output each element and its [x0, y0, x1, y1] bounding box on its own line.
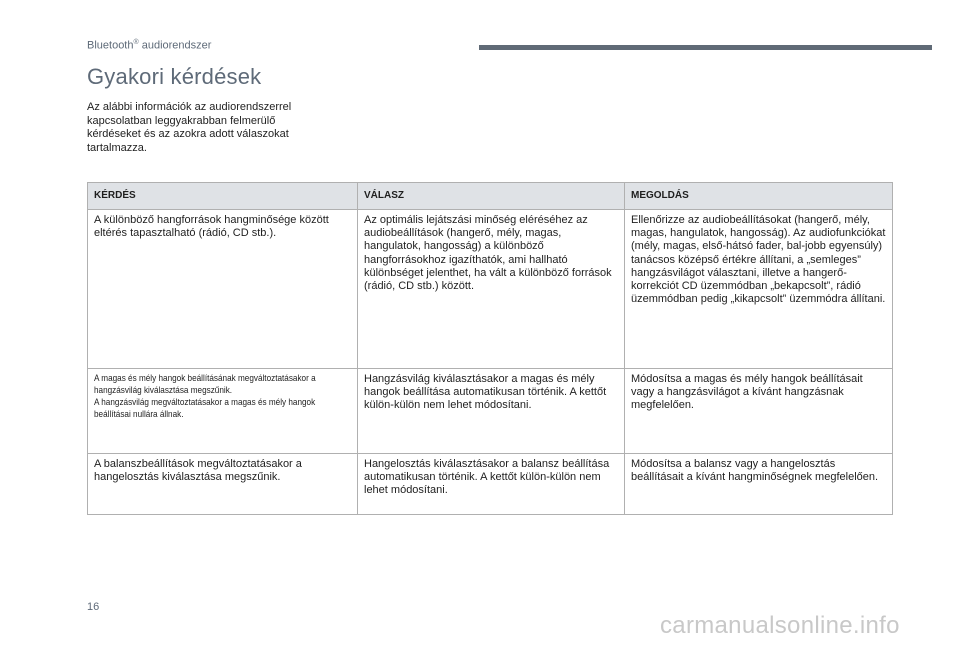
section-header-text: Bluetooth	[87, 39, 134, 52]
answer-cell: Hangelosztás kiválasztásakor a balansz beállítása automatikusan történik. A kettőt külön-külön nem lehet módosítani.	[358, 454, 625, 515]
column-header-solution: MEGOLDÁS	[625, 183, 893, 210]
section-header-text-suffix: audiorendszer	[138, 39, 212, 52]
solution-cell: Módosítsa a balansz vagy a hangelosztás beállításait a kívánt hangminőségnek megfelelően.	[625, 454, 893, 515]
answer-cell: Hangzásvilág kiválasztásakor a magas és mély hangok beállítása automatikusan történik. A kettőt külön-külön nem lehet módosítani.	[358, 369, 625, 454]
column-header-answer: VÁLASZ	[358, 183, 625, 210]
table-header-row	[88, 183, 893, 210]
watermark: carmanualsonline.info	[660, 612, 900, 639]
section-header	[87, 39, 211, 52]
column-header-question: KÉRDÉS	[88, 183, 358, 210]
table-row	[88, 454, 893, 515]
faq-table	[87, 182, 893, 515]
solution-cell: Ellenőrizze az audiobeállításokat (hangerő, mély, magas, hangulatok, hangosság). Az audiofunkciókat (mély, magas, első-hátsó fader, bal-jobb egyensúly) tanácsos középső értékre állítani, a „semleges” hangzásvilágot választani, illetve a hangerő-korrekciót CD üzemmódban „bekapcsolt”, rádió üzemmódban pedig „kikapcsolt” üzemmódra állítani.	[625, 210, 893, 369]
page-number: 16	[87, 601, 100, 613]
page-title: Gyakori kérdések	[87, 64, 262, 89]
answer-cell: Az optimális lejátszási minőség eléréséhez az audiobeállítások (hangerő, mély, magas, hangulatok, hangosság) a különböző hangforrásokhoz igazíthatók, ami hallható különbséget jelenthet, ha vált a különböző források (rádió, CD stb.) között.	[358, 210, 625, 369]
question-cell: A balanszbeállítások megváltoztatásakor a hangelosztás kiválasztása megszűnik.	[88, 454, 358, 515]
registered-mark: ®	[133, 39, 139, 46]
table-row	[88, 210, 893, 369]
question-text: A magas és mély hangok beállításának megváltoztatásakor a hangzásvilág kiválasztása megszűnik. A hangzásvilág megváltoztatásakor a magas és mély hangok beállításai nullára állnak.	[94, 373, 316, 420]
solution-cell: Módosítsa a magas és mély hangok beállításait vagy a hangzásvilágot a kívánt hangzásnak megfelelően.	[625, 369, 893, 454]
header-rule	[479, 45, 932, 50]
intro-paragraph: Az alábbi információk az audiorendszerrel kapcsolatban leggyakrabban felmerülő kérdéseket és az azokra adott válaszokat tartalmazza.	[87, 101, 292, 154]
question-cell	[88, 369, 358, 454]
question-cell: A különböző hangforrások hangminősége között eltérés tapasztalható (rádió, CD stb.).	[88, 210, 358, 369]
table-row	[88, 369, 893, 454]
